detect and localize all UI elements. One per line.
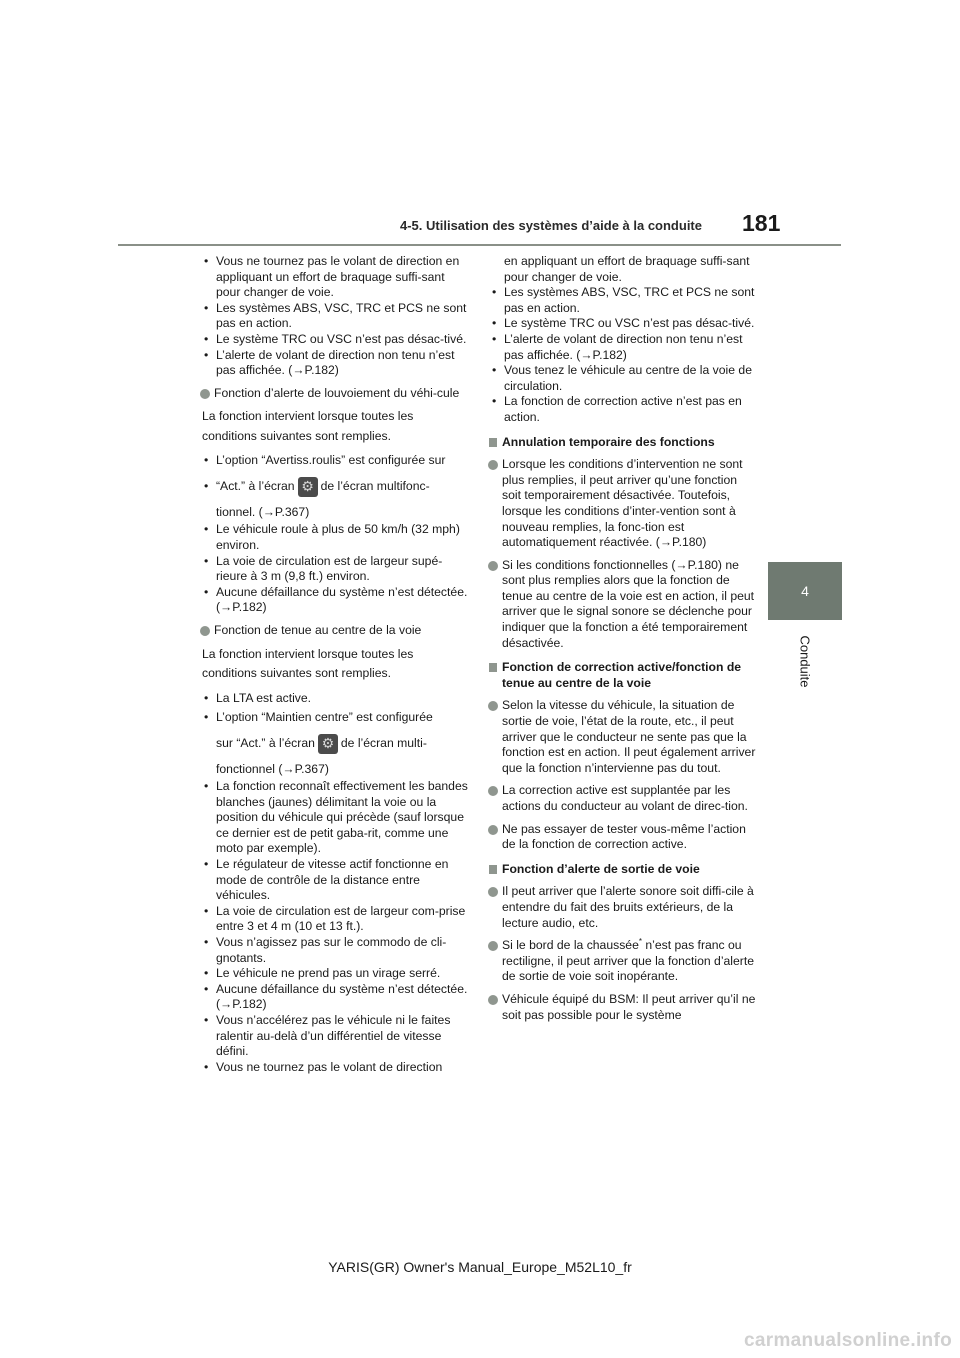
list-item: • Le véhicule ne prend pas un virage serré.	[202, 966, 470, 982]
note-item	[490, 992, 758, 1023]
list-item-continuation	[202, 734, 470, 754]
list-item-continuation: tionnel. (→P.367)	[216, 504, 310, 519]
heading-text: Fonction d’alerte de louvoiement du véhi-cule	[214, 385, 460, 400]
note-text: Véhicule équipé du BSM: Il peut arriver qu’il ne soit pas possible pour le système	[502, 991, 756, 1022]
circle-bullet-icon	[488, 941, 498, 951]
list-item: • La fonction reconnaît effectivement les bandes blanches (jaunes) délimitant la voie ou la position du véhicule qui précède (sauf lorsque ce dernier est de petit gaba-rit, comme une moto par exemple).	[202, 779, 470, 857]
text: de l’écran multi-	[340, 735, 427, 750]
circle-bullet-icon	[200, 389, 210, 399]
list-item: • Vous ne tournez pas le volant de direction en appliquant un effort de braquage suffi-sant pour changer de voie.	[202, 254, 470, 301]
list-item: • Les systèmes ABS, VSC, TRC et PCS ne sont pas en action.	[490, 285, 758, 316]
chapter-label-text: Conduite	[797, 634, 813, 688]
circle-bullet-icon	[488, 561, 498, 571]
heading-text: Annulation temporaire des fonctions	[502, 434, 715, 449]
chapter-number: 4	[801, 583, 809, 599]
heading-weaving-alert	[202, 386, 470, 402]
list-item-continuation: fonctionnel (→P.367)	[216, 761, 329, 776]
note-text: Selon la vitesse du véhicule, la situation de sortie de voie, l’état de la route, etc., il peut arriver que le conducteur ne sente pas que la fonction est en action. Il peut également arriver que la fonction n’intervienne pas du tout.	[502, 698, 756, 775]
note-item	[490, 822, 758, 853]
footnote-marker: *	[638, 937, 642, 947]
list-item: • L’option “Maintien centre” est configurée	[202, 708, 470, 728]
note-text: n’est pas franc ou rectiligne, il peut arriver que la fonction d’alerte de sortie de voie soit inopérante.	[502, 938, 755, 984]
heading-text: Fonction de correction active/fonction de tenue au centre de la voie	[502, 660, 742, 690]
list-item: • Vous tenez le véhicule au centre de la voie de circulation.	[490, 363, 758, 394]
list-item: • L’alerte de volant de direction non tenu n’est pas affichée. (→P.182)	[202, 348, 470, 379]
page-number: 181	[742, 210, 781, 236]
list-item: • Aucune défaillance du système n’est détectée. (→P.182)	[202, 982, 470, 1013]
list-item: • L’alerte de volant de direction non tenu n’est pas affichée. (→P.182)	[490, 332, 758, 363]
circle-bullet-icon	[488, 887, 498, 897]
note-text: Si le bord de la chaussée	[502, 938, 639, 953]
circle-bullet-icon	[488, 786, 498, 796]
circle-bullet-icon	[200, 626, 210, 636]
note-item	[490, 783, 758, 814]
list-item: • La voie de circulation est de largeur com-prise entre 3 et 4 m (10 et 13 ft.).	[202, 904, 470, 935]
note-item	[490, 884, 758, 931]
watermark: carmanualsonline.info	[744, 1330, 952, 1351]
paragraph: La fonction intervient lorsque toutes les	[202, 646, 414, 661]
note-item	[490, 698, 758, 776]
note-text: Lorsque les conditions d’intervention ne sont plus remplies, il peut arriver qu’une fonction soit temporairement désactivée. Toutefois, lorsque les conditions d’inter-vention sont à nouveau remplies, la fonc-tion est automatiquement réactivée. (→P.180)	[502, 457, 743, 550]
list-item: • Vous n’accélérez pas le véhicule ni le faites ralentir au-delà d’un différentiel de vitesse défini.	[202, 1013, 470, 1060]
square-bullet-icon	[489, 865, 497, 874]
list-item: • Le véhicule roule à plus de 50 km/h (32 mph) environ.	[202, 522, 470, 553]
gear-icon	[298, 477, 318, 497]
paragraph: conditions suivantes sont remplies.	[202, 428, 392, 443]
list-item: • Aucune défaillance du système n’est détectée. (→P.182)	[202, 585, 470, 616]
circle-bullet-icon	[488, 460, 498, 470]
section-heading	[490, 435, 758, 451]
square-bullet-icon	[489, 663, 497, 672]
heading-text: Fonction d’alerte de sortie de voie	[502, 861, 700, 876]
list-item: • Le système TRC ou VSC n’est pas désac-tivé.	[202, 332, 470, 348]
heading-lane-centering	[202, 623, 470, 639]
text: de l’écran multifonc-	[320, 479, 430, 494]
footer-text: YARIS(GR) Owner's Manual_Europe_M52L10_fr	[328, 1259, 632, 1275]
note-item	[490, 938, 758, 985]
text: “Act.” à l’écran	[216, 479, 295, 494]
list-item: • Vous ne tournez pas le volant de direction	[202, 1060, 470, 1076]
circle-bullet-icon	[488, 701, 498, 711]
note-text: La correction active est supplantée par les actions du conducteur au volant de direc-tion.	[502, 783, 748, 813]
right-column	[490, 254, 758, 1023]
list-item: • Le régulateur de vitesse actif fonctionne en mode de contrôle de la distance entre véhicules.	[202, 857, 470, 904]
list-item: • Les systèmes ABS, VSC, TRC et PCS ne sont pas en action.	[202, 301, 470, 332]
section-heading	[490, 660, 758, 691]
section-heading	[490, 862, 758, 878]
chapter-tab	[768, 562, 842, 620]
list-item: • Le système TRC ou VSC n’est pas désac-tivé.	[490, 316, 758, 332]
note-text: Si les conditions fonctionnelles (→P.180) ne sont plus remplies alors que la fonction de tenue au centre de la voie est en action, il peut arriver que le signal sonore se déclenche pour indiquer que la fonction a été temporairement désactivée.	[502, 557, 755, 650]
list-item-continuation	[202, 477, 470, 497]
circle-bullet-icon	[488, 825, 498, 835]
paragraph: La fonction intervient lorsque toutes les	[202, 409, 414, 424]
list-item-continuation: en appliquant un effort de braquage suffi-sant pour changer de voie.	[504, 254, 750, 284]
list-item: • Vous n’agissez pas sur le commodo de cli-gnotants.	[202, 935, 470, 966]
note-item	[490, 457, 758, 551]
chapter-label	[772, 626, 838, 696]
note-item	[490, 558, 758, 652]
circle-bullet-icon	[488, 995, 498, 1005]
gear-icon	[318, 734, 338, 754]
list-item: • La voie de circulation est de largeur supé-rieure à 3 m (9,8 ft.) environ.	[202, 554, 470, 585]
header-title: 4-5. Utilisation des systèmes d’aide à la conduite	[400, 218, 702, 233]
header-rule	[118, 244, 841, 246]
list-item: • L’option “Avertiss.roulis” est configurée sur	[202, 451, 470, 471]
heading-text: Fonction de tenue au centre de la voie	[214, 622, 422, 637]
text: sur “Act.” à l’écran	[216, 735, 315, 750]
list-item: • La LTA est active.	[202, 689, 470, 709]
square-bullet-icon	[489, 438, 497, 447]
paragraph: conditions suivantes sont remplies.	[202, 666, 392, 680]
left-column	[202, 254, 470, 1075]
list-item: • La fonction de correction active n’est pas en action.	[490, 394, 758, 425]
note-text: Il peut arriver que l’alerte sonore soit diffi-cile à entendre du fait des bruits extérieurs, de la lecture audio, etc.	[502, 884, 754, 930]
note-text: Ne pas essayer de tester vous-même l’action de la fonction de correction active.	[502, 821, 746, 852]
